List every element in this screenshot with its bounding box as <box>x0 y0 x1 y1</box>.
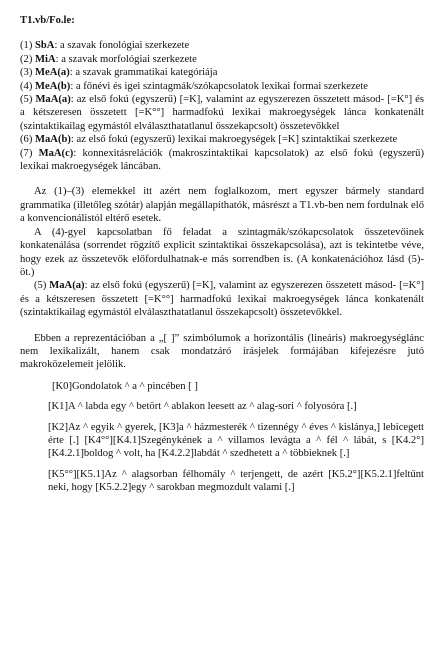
example-line: [K0]Gondolatok ^ a ^ pincében [ ] <box>52 380 198 392</box>
paragraph: (5) MaA(a): az első fokú (egyszerű) [=K], valamint az egyszerezen összetett másod- [=K°] és a kétszeresen összetett [=K°°] harmadfokú lexikai makroegységek lánca konkatenált (szintaktikailag egymástól elválaszthatatlanul összekapcsolt) összetevőkkel. <box>20 280 424 319</box>
list-item: (1) SbA: a szavak fonológiai szerkezete <box>20 40 190 52</box>
paragraph: A (4)-gyel kapcsolatban fő feladat a szintagmák/szókapcsolatok összetevőinek konkatenálása (sorrendet rögzítő explicit szintaktikai összekapcsolása), azt is tekintetbe véve, hogy ezek az összetevők előfordulhatnak-e más sorrendben is. (A konkatenációhoz lásd (5)-öt.) <box>20 226 424 278</box>
example-line: [K5°°][K5.1]Az ^ alagsorban félhomály ^ terjengett, de azért [K5.2°][K5.2.1]feltűnt neki, hogy [K5.2.2]egy ^ sarokban megmozdult valami [.] <box>48 468 424 494</box>
section-header: T1.vb/Fo.le: <box>20 15 75 26</box>
page <box>20 14 424 502</box>
list-item: (3) MeA(a): a szavak grammatikai kategóriája <box>20 67 218 79</box>
example-block <box>48 380 424 495</box>
feature-list <box>20 39 424 173</box>
list-item: (2) MiA: a szavak morfológiai szerkezete <box>20 53 197 65</box>
example-line: [K2]Az ^ egyik ^ gyerek, [K3]a ^ házmesterék ^ tizennégy ^ éves ^ kislánya,] lebicegett érte [.] [K4°°][K4.1]Szegénykének a ^ villamos levágta a ^ fél ^ lábát, s [K4.2°][K4.2.1]boldog ^ volt, ha [K4.2.2]labdát ^ szedhetett a ^ többieknek [.] <box>48 421 424 460</box>
list-item: (6) MaA(b): az első fokú (egyszerű) lexikai makroegységek [=K] szintaktikai szerkezete <box>20 134 398 146</box>
list-item: (4) MeA(b): a főnévi és igei szintagmák/szókapcsolatok lexikai formai szerkezete <box>20 80 369 92</box>
list-item: (7) MaA(c): konnexitásrelációk (makroszintaktikai kapcsolatok) az első fokú (egyszerű) lexikai makroegységek láncában. <box>20 147 424 173</box>
paragraph: Az (1)–(3) elemekkel itt azért nem foglalkozom, mert egyszer bármely standard grammatika (illetőleg szótár) alapján megállapíthatók, másrészt a T1.vb-ben nem fordulnak elő a konvencionálistól eltérő esetek. <box>20 186 424 225</box>
example-line: [K1]A ^ labda egy ^ betört ^ ablakon leesett az ^ alag-sori ^ folyosóra [.] <box>48 401 357 413</box>
list-item: (5) MaA(a): az első fokú (egyszerű) [=K], valamint az egyszerezen összetett másod- [=K°] és a kétszeresen összetett [=K°°] harmadfokú lexikai makroegységek lánca konkatenált (szintaktikailag egymástól elválaszthatatlanul összekapcsolt) összetevőkkel <box>20 94 425 132</box>
paragraph: Ebben a reprezentációban a „[ ]” szimbólumok a horizontális (lineáris) makroegységlánc nem lexikalizált, hanem csak mondatzáró írásjelek formájában kifejezésre jutó makroközelemeit jelölik. <box>20 332 424 371</box>
